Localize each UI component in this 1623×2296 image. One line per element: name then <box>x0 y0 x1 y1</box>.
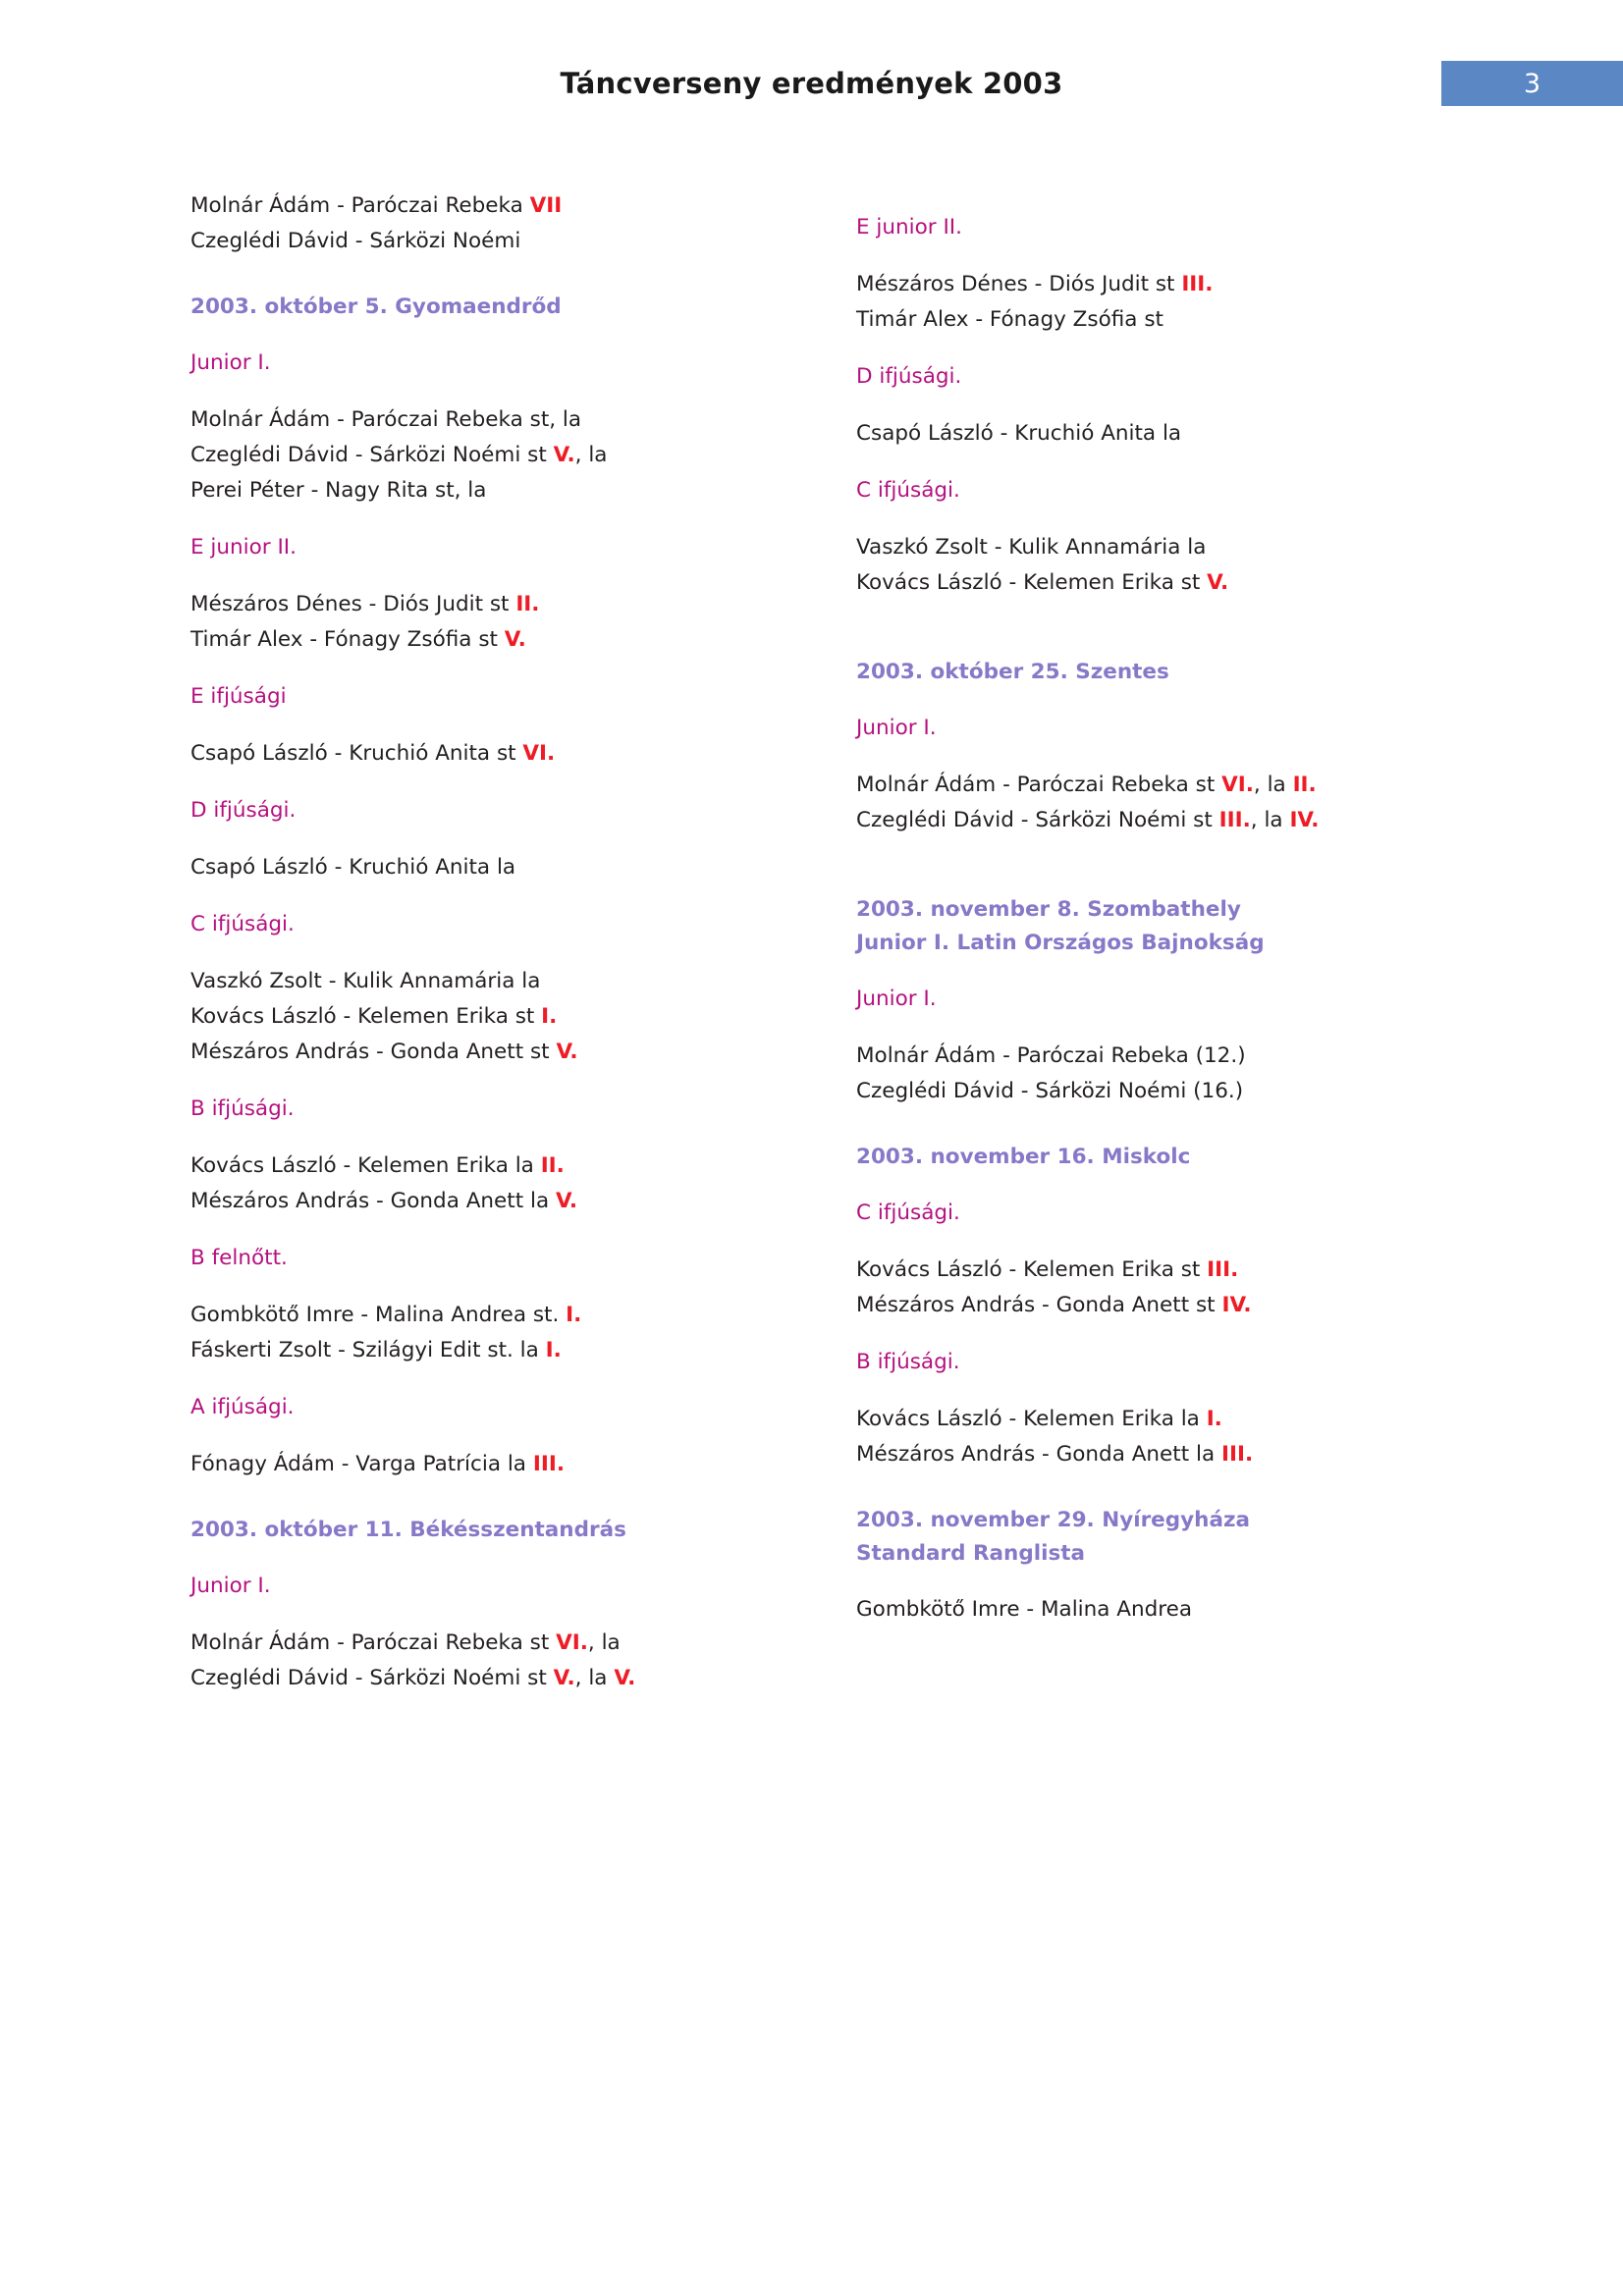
result-line <box>856 803 1485 838</box>
result-line <box>190 1661 799 1696</box>
spacer <box>190 259 799 291</box>
couple-name: Molnár Ádám - Paróczai Rebeka <box>190 193 530 218</box>
result-line <box>856 1592 1485 1628</box>
couple-name: Mészáros Dénes - Diós Judit st <box>190 592 516 616</box>
placement-value: III. <box>1207 1257 1239 1282</box>
category-heading: Junior I. <box>190 1574 271 1598</box>
couple-name: Mészáros András - Gonda Anett st <box>190 1040 557 1064</box>
category-heading: D ifjúsági. <box>856 364 962 389</box>
result-line <box>856 1074 1485 1109</box>
competition-heading: 2003. november 29. Nyíregyháza <box>856 1508 1251 1532</box>
couple-name: , la <box>1253 773 1293 797</box>
couple-name: Gombkötő Imre - Malina Andrea <box>856 1597 1193 1622</box>
result-line <box>856 1039 1485 1074</box>
couple-name: Mészáros András - Gonda Anett st <box>856 1293 1222 1317</box>
placement-value: III. <box>1181 272 1214 296</box>
result-line <box>190 1626 799 1661</box>
couple-name: Csapó László - Kruchió Anita la <box>856 421 1182 446</box>
placement-value: III. <box>1220 1442 1254 1467</box>
spacer <box>856 508 1485 530</box>
couple-name: Kovács László - Kelemen Erika la <box>190 1153 541 1178</box>
placement-value: V. <box>556 1040 578 1064</box>
spacer <box>190 772 799 793</box>
spacer <box>856 452 1485 473</box>
category-heading: Junior I. <box>856 716 937 740</box>
spacer <box>190 1127 799 1148</box>
result-line <box>856 768 1485 803</box>
result-line <box>190 473 799 508</box>
result-line <box>190 587 799 622</box>
category-heading: Junior I. <box>190 350 271 375</box>
couple-name: Czeglédi Dávid - Sárközi Noémi st <box>856 808 1219 832</box>
result-line <box>856 1253 1485 1288</box>
result-line <box>190 964 799 999</box>
left-column <box>190 188 799 1696</box>
spacer <box>190 508 799 530</box>
result-line <box>190 850 799 885</box>
spacer <box>856 601 1485 656</box>
placement-value: V. <box>555 1189 578 1213</box>
placement-value: VI. <box>1221 773 1254 797</box>
result-line <box>190 1184 799 1219</box>
placement-value: III. <box>532 1452 565 1476</box>
placement-value: V. <box>553 443 575 467</box>
spacer <box>190 1604 799 1626</box>
spacer <box>856 1109 1485 1141</box>
placement-value: IV. <box>1289 808 1320 832</box>
competition-heading: Junior I. Latin Országos Bajnokság <box>856 931 1265 955</box>
competition-heading: 2003. október 25. Szentes <box>856 660 1169 684</box>
placement-value: VI. <box>556 1630 588 1655</box>
category-heading: C ifjúsági. <box>856 1201 960 1225</box>
page-number-badge: 3 <box>1441 61 1623 106</box>
spacer <box>856 746 1485 768</box>
couple-name: Mészáros András - Gonda Anett la <box>190 1189 556 1213</box>
placement-value: II. <box>1292 773 1317 797</box>
category-heading: E ifjúsági <box>190 684 287 709</box>
couple-name: Fáskerti Zsolt - Szilágyi Edit st. la <box>190 1338 546 1362</box>
spacer <box>190 942 799 964</box>
couple-name: Mészáros Dénes - Diós Judit st <box>856 272 1182 296</box>
category-heading: D ifjúsági. <box>190 798 297 823</box>
spacer <box>856 689 1485 711</box>
spacer <box>856 960 1485 982</box>
competition-heading: 2003. november 8. Szombathely <box>856 897 1241 922</box>
competition-heading: 2003. november 16. Miskolc <box>856 1145 1191 1169</box>
spacer <box>856 395 1485 416</box>
couple-name: Timár Alex - Fónagy Zsófia st <box>190 627 505 652</box>
result-line <box>190 1148 799 1184</box>
placement-value: VII <box>529 193 563 218</box>
result-line <box>856 1288 1485 1323</box>
category-heading: E junior II. <box>856 215 962 240</box>
couple-name: Vaszkó Zsolt - Kulik Annamária la <box>856 535 1207 560</box>
couple-name: Kovács László - Kelemen Erika la <box>856 1407 1207 1431</box>
couple-name: Gombkötő Imre - Malina Andrea st. <box>190 1303 567 1327</box>
placement-value: VI. <box>522 741 556 766</box>
spacer <box>856 338 1485 359</box>
spacer <box>190 1219 799 1241</box>
spacer <box>856 188 1485 210</box>
couple-name: Molnár Ádám - Paróczai Rebeka st <box>190 1630 557 1655</box>
result-line <box>190 1298 799 1333</box>
spacer <box>190 658 799 679</box>
spacer <box>856 1017 1485 1039</box>
result-line <box>190 622 799 658</box>
spacer <box>190 324 799 346</box>
couple-name: Kovács László - Kelemen Erika st <box>856 1257 1208 1282</box>
right-column <box>856 188 1485 1628</box>
result-line <box>856 530 1485 565</box>
placement-value: III. <box>1218 808 1251 832</box>
competition-heading: 2003. október 11. Békésszentandrás <box>190 1518 626 1542</box>
spacer <box>190 1425 799 1447</box>
spacer <box>190 1276 799 1298</box>
couple-name: , la <box>574 1666 615 1690</box>
result-line <box>856 1402 1485 1437</box>
spacer <box>190 381 799 402</box>
spacer <box>190 715 799 736</box>
result-line <box>190 1035 799 1070</box>
spacer <box>856 1380 1485 1402</box>
spacer <box>856 1231 1485 1253</box>
result-line <box>856 1437 1485 1472</box>
placement-value: V. <box>553 1666 575 1690</box>
category-heading: E junior II. <box>190 535 297 560</box>
couple-name: Csapó László - Kruchió Anita st <box>190 741 523 766</box>
category-heading: B ifjúsági. <box>856 1350 960 1374</box>
couple-name: Fónagy Ádám - Varga Patrícia la <box>190 1452 533 1476</box>
spacer <box>856 1472 1485 1504</box>
result-line <box>856 302 1485 338</box>
couple-name: , la <box>587 1630 621 1655</box>
spacer <box>856 245 1485 267</box>
couple-name: , la <box>1250 808 1290 832</box>
placement-value: V. <box>614 1666 636 1690</box>
placement-value: I. <box>545 1338 562 1362</box>
couple-name: Kovács László - Kelemen Erika st <box>190 1004 542 1029</box>
couple-name: Perei Péter - Nagy Rita st, la <box>190 478 487 503</box>
result-line <box>856 267 1485 302</box>
spacer <box>190 1070 799 1092</box>
couple-name: Timár Alex - Fónagy Zsófia st <box>856 307 1163 332</box>
couple-name: Molnár Ádám - Paróczai Rebeka st, la <box>190 407 582 432</box>
placement-value: I. <box>541 1004 558 1029</box>
spacer <box>856 1174 1485 1196</box>
couple-name: Vaszkó Zsolt - Kulik Annamária la <box>190 969 541 993</box>
couple-name: Molnár Ádám - Paróczai Rebeka (12.) <box>856 1043 1246 1068</box>
result-line <box>190 999 799 1035</box>
result-line <box>190 438 799 473</box>
couple-name: Kovács László - Kelemen Erika st <box>856 570 1208 595</box>
spacer <box>190 1482 799 1514</box>
couple-name: , la <box>574 443 608 467</box>
couple-name: Czeglédi Dávid - Sárközi Noémi st <box>190 443 554 467</box>
result-line <box>190 736 799 772</box>
placement-value: V. <box>1207 570 1229 595</box>
result-line <box>190 1447 799 1482</box>
category-heading: B felnőtt. <box>190 1246 288 1270</box>
placement-value: V. <box>504 627 526 652</box>
spacer <box>190 565 799 587</box>
placement-value: II. <box>515 592 540 616</box>
placement-value: IV. <box>1221 1293 1252 1317</box>
result-line <box>856 565 1485 601</box>
spacer <box>190 1368 799 1390</box>
couple-name: Czeglédi Dávid - Sárközi Noémi <box>190 229 521 253</box>
result-line <box>856 416 1485 452</box>
couple-name: Czeglédi Dávid - Sárközi Noémi st <box>190 1666 554 1690</box>
spacer <box>856 1571 1485 1592</box>
couple-name: Molnár Ádám - Paróczai Rebeka st <box>856 773 1222 797</box>
result-line <box>190 188 799 224</box>
spacer <box>856 838 1485 893</box>
category-heading: Junior I. <box>856 987 937 1011</box>
competition-heading: Standard Ranglista <box>856 1541 1086 1566</box>
placement-value: I. <box>1206 1407 1222 1431</box>
category-heading: B ifjúsági. <box>190 1096 295 1121</box>
placement-value: I. <box>566 1303 582 1327</box>
result-line <box>190 224 799 259</box>
category-heading: C ifjúsági. <box>856 478 960 503</box>
placement-value: II. <box>540 1153 565 1178</box>
category-heading: A ifjúsági. <box>190 1395 295 1419</box>
competition-heading: 2003. október 5. Gyomaendrőd <box>190 294 562 319</box>
couple-name: Mészáros András - Gonda Anett la <box>856 1442 1221 1467</box>
category-heading: C ifjúsági. <box>190 912 295 936</box>
spacer <box>190 828 799 850</box>
page-title: Táncverseny eredmények 2003 <box>560 67 1063 100</box>
page-header <box>0 67 1623 112</box>
spacer <box>190 885 799 907</box>
spacer <box>190 1547 799 1569</box>
result-line <box>190 1333 799 1368</box>
result-line <box>190 402 799 438</box>
couple-name: Csapó László - Kruchió Anita la <box>190 855 516 880</box>
spacer <box>856 1323 1485 1345</box>
couple-name: Czeglédi Dávid - Sárközi Noémi (16.) <box>856 1079 1244 1103</box>
